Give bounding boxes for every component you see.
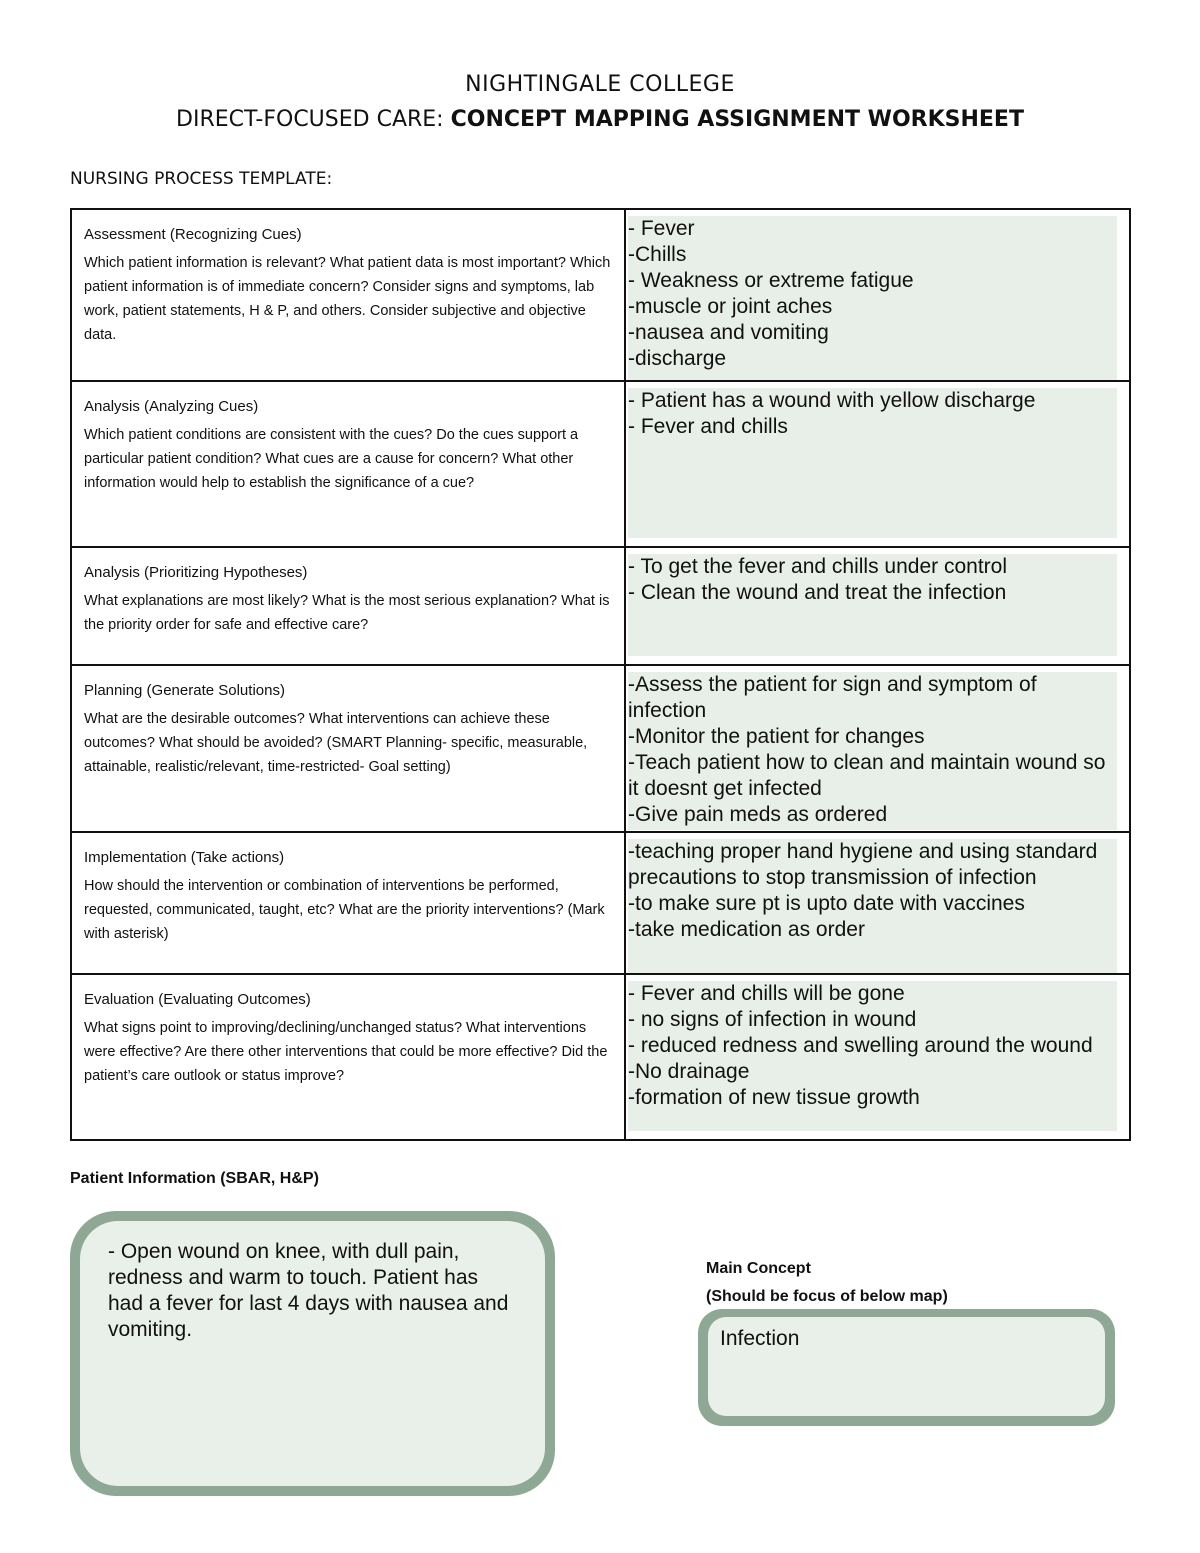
answer-field[interactable] <box>628 839 1117 973</box>
answer-line: - Fever <box>628 217 695 240</box>
answer-cell[interactable] <box>625 832 1130 974</box>
patient-info-box[interactable] <box>70 1211 555 1496</box>
row-question: How should the intervention or combination of interventions be performed, requested, communicated, taught, etc? What are the priority interventions? (Mark with asterisk) <box>84 878 605 942</box>
template-label: NURSING PROCESS TEMPLATE: <box>70 169 333 189</box>
worksheet-title <box>0 107 1200 132</box>
question-cell <box>71 547 625 665</box>
question-cell <box>71 974 625 1140</box>
answer-line: -take medication as order <box>628 918 865 941</box>
table-row <box>71 832 1130 974</box>
answer-line: - Fever and chills <box>628 415 788 438</box>
answer-line: - no signs of infection in wound <box>628 1008 917 1031</box>
answer-line: - Weakness or extreme fatigue <box>628 269 914 292</box>
row-question: Which patient information is relevant? What patient data is most important? Which patient information is of immediate concern? Consider signs and symptoms, lab work, patient statements, H & P, and others. Consider subjective and objective data. <box>84 255 611 343</box>
worksheet-title-prefix: DIRECT-FOCUSED CARE: <box>176 107 451 132</box>
worksheet-title-bold: CONCEPT MAPPING ASSIGNMENT WORKSHEET <box>450 107 1024 132</box>
row-question: What are the desirable outcomes? What interventions can achieve these outcomes? What should be avoided? (SMART Planning- specific, measurable, attainable, realistic/relevant, time-restricted- Goal setting) <box>84 711 588 775</box>
answer-line: - To get the fever and chills under control <box>628 555 1007 578</box>
patient-info-field[interactable]: - Open wound on knee, with dull pain, redness and warm to touch. Patient has had a fever for last 4 days with nausea and vomiting. <box>80 1221 545 1486</box>
answer-line: - reduced redness and swelling around the wound <box>628 1034 1093 1057</box>
row-title: Implementation (Take actions) <box>84 849 285 866</box>
answer-field[interactable] <box>628 388 1117 538</box>
answer-line: -muscle or joint aches <box>628 295 833 318</box>
answer-cell[interactable] <box>625 209 1130 381</box>
answer-cell[interactable] <box>625 547 1130 665</box>
main-concept-label-line1: Main Concept <box>706 1260 811 1277</box>
table-row <box>71 547 1130 665</box>
answer-cell[interactable] <box>625 974 1130 1140</box>
answer-line: - Patient has a wound with yellow discharge <box>628 389 1036 412</box>
row-title: Assessment (Recognizing Cues) <box>84 226 302 243</box>
row-title: Analysis (Prioritizing Hypotheses) <box>84 564 308 581</box>
question-cell <box>71 209 625 381</box>
college-name: NIGHTINGALE COLLEGE <box>465 72 735 97</box>
table-row <box>71 209 1130 381</box>
document-header <box>0 72 1200 132</box>
answer-line: -nausea and vomiting <box>628 321 829 344</box>
row-title: Evaluation (Evaluating Outcomes) <box>84 991 311 1008</box>
answer-field[interactable] <box>628 672 1117 830</box>
patient-info-label: Patient Information (SBAR, H&P) <box>70 1170 319 1187</box>
table-row <box>71 974 1130 1140</box>
main-concept-field[interactable]: Infection <box>708 1317 1105 1416</box>
question-cell <box>71 381 625 547</box>
table-row <box>71 381 1130 547</box>
row-question: What explanations are most likely? What is the most serious explanation? What is the priority order for safe and effective care? <box>84 593 610 633</box>
answer-line: -to make sure pt is upto date with vaccines <box>628 892 1025 915</box>
answer-line: -No drainage <box>628 1060 750 1083</box>
answer-line: -Give pain meds as ordered <box>628 803 888 826</box>
answer-line: -Teach patient how to clean and maintain wound so it doesnt get infected <box>628 751 1112 800</box>
main-concept-label-line2: (Should be focus of below map) <box>706 1288 948 1305</box>
table-row <box>71 665 1130 832</box>
answer-line: - Fever and chills will be gone <box>628 982 905 1005</box>
row-title: Analysis (Analyzing Cues) <box>84 398 259 415</box>
row-question: What signs point to improving/declining/unchanged status? What interventions were effective? Are there other interventions that could be more effective? Did the patient’s care outlook or status improve? <box>84 1020 608 1084</box>
answer-line: - Clean the wound and treat the infection <box>628 581 1007 604</box>
answer-field[interactable] <box>628 981 1117 1131</box>
answer-cell[interactable] <box>625 381 1130 547</box>
answer-cell[interactable] <box>625 665 1130 832</box>
answer-line: -Monitor the patient for changes <box>628 725 925 748</box>
nursing-process-table <box>70 208 1131 1141</box>
answer-line: -Chills <box>628 243 687 266</box>
question-cell <box>71 665 625 832</box>
row-question: Which patient conditions are consistent with the cues? Do the cues support a particular patient condition? What cues are a cause for concern? What other information would help to establish the significance of a cue? <box>84 427 579 491</box>
answer-line: -Assess the patient for sign and symptom of infection <box>628 673 1043 722</box>
row-title: Planning (Generate Solutions) <box>84 682 285 699</box>
answer-line: -formation of new tissue growth <box>628 1086 920 1109</box>
question-cell <box>71 832 625 974</box>
main-concept-box[interactable] <box>698 1309 1115 1426</box>
answer-field[interactable] <box>628 554 1117 656</box>
answer-line: -discharge <box>628 347 727 370</box>
main-concept-label <box>706 1255 948 1311</box>
answer-field[interactable] <box>628 216 1117 380</box>
answer-line: -teaching proper hand hygiene and using standard precautions to stop transmission of infection <box>628 840 1104 889</box>
